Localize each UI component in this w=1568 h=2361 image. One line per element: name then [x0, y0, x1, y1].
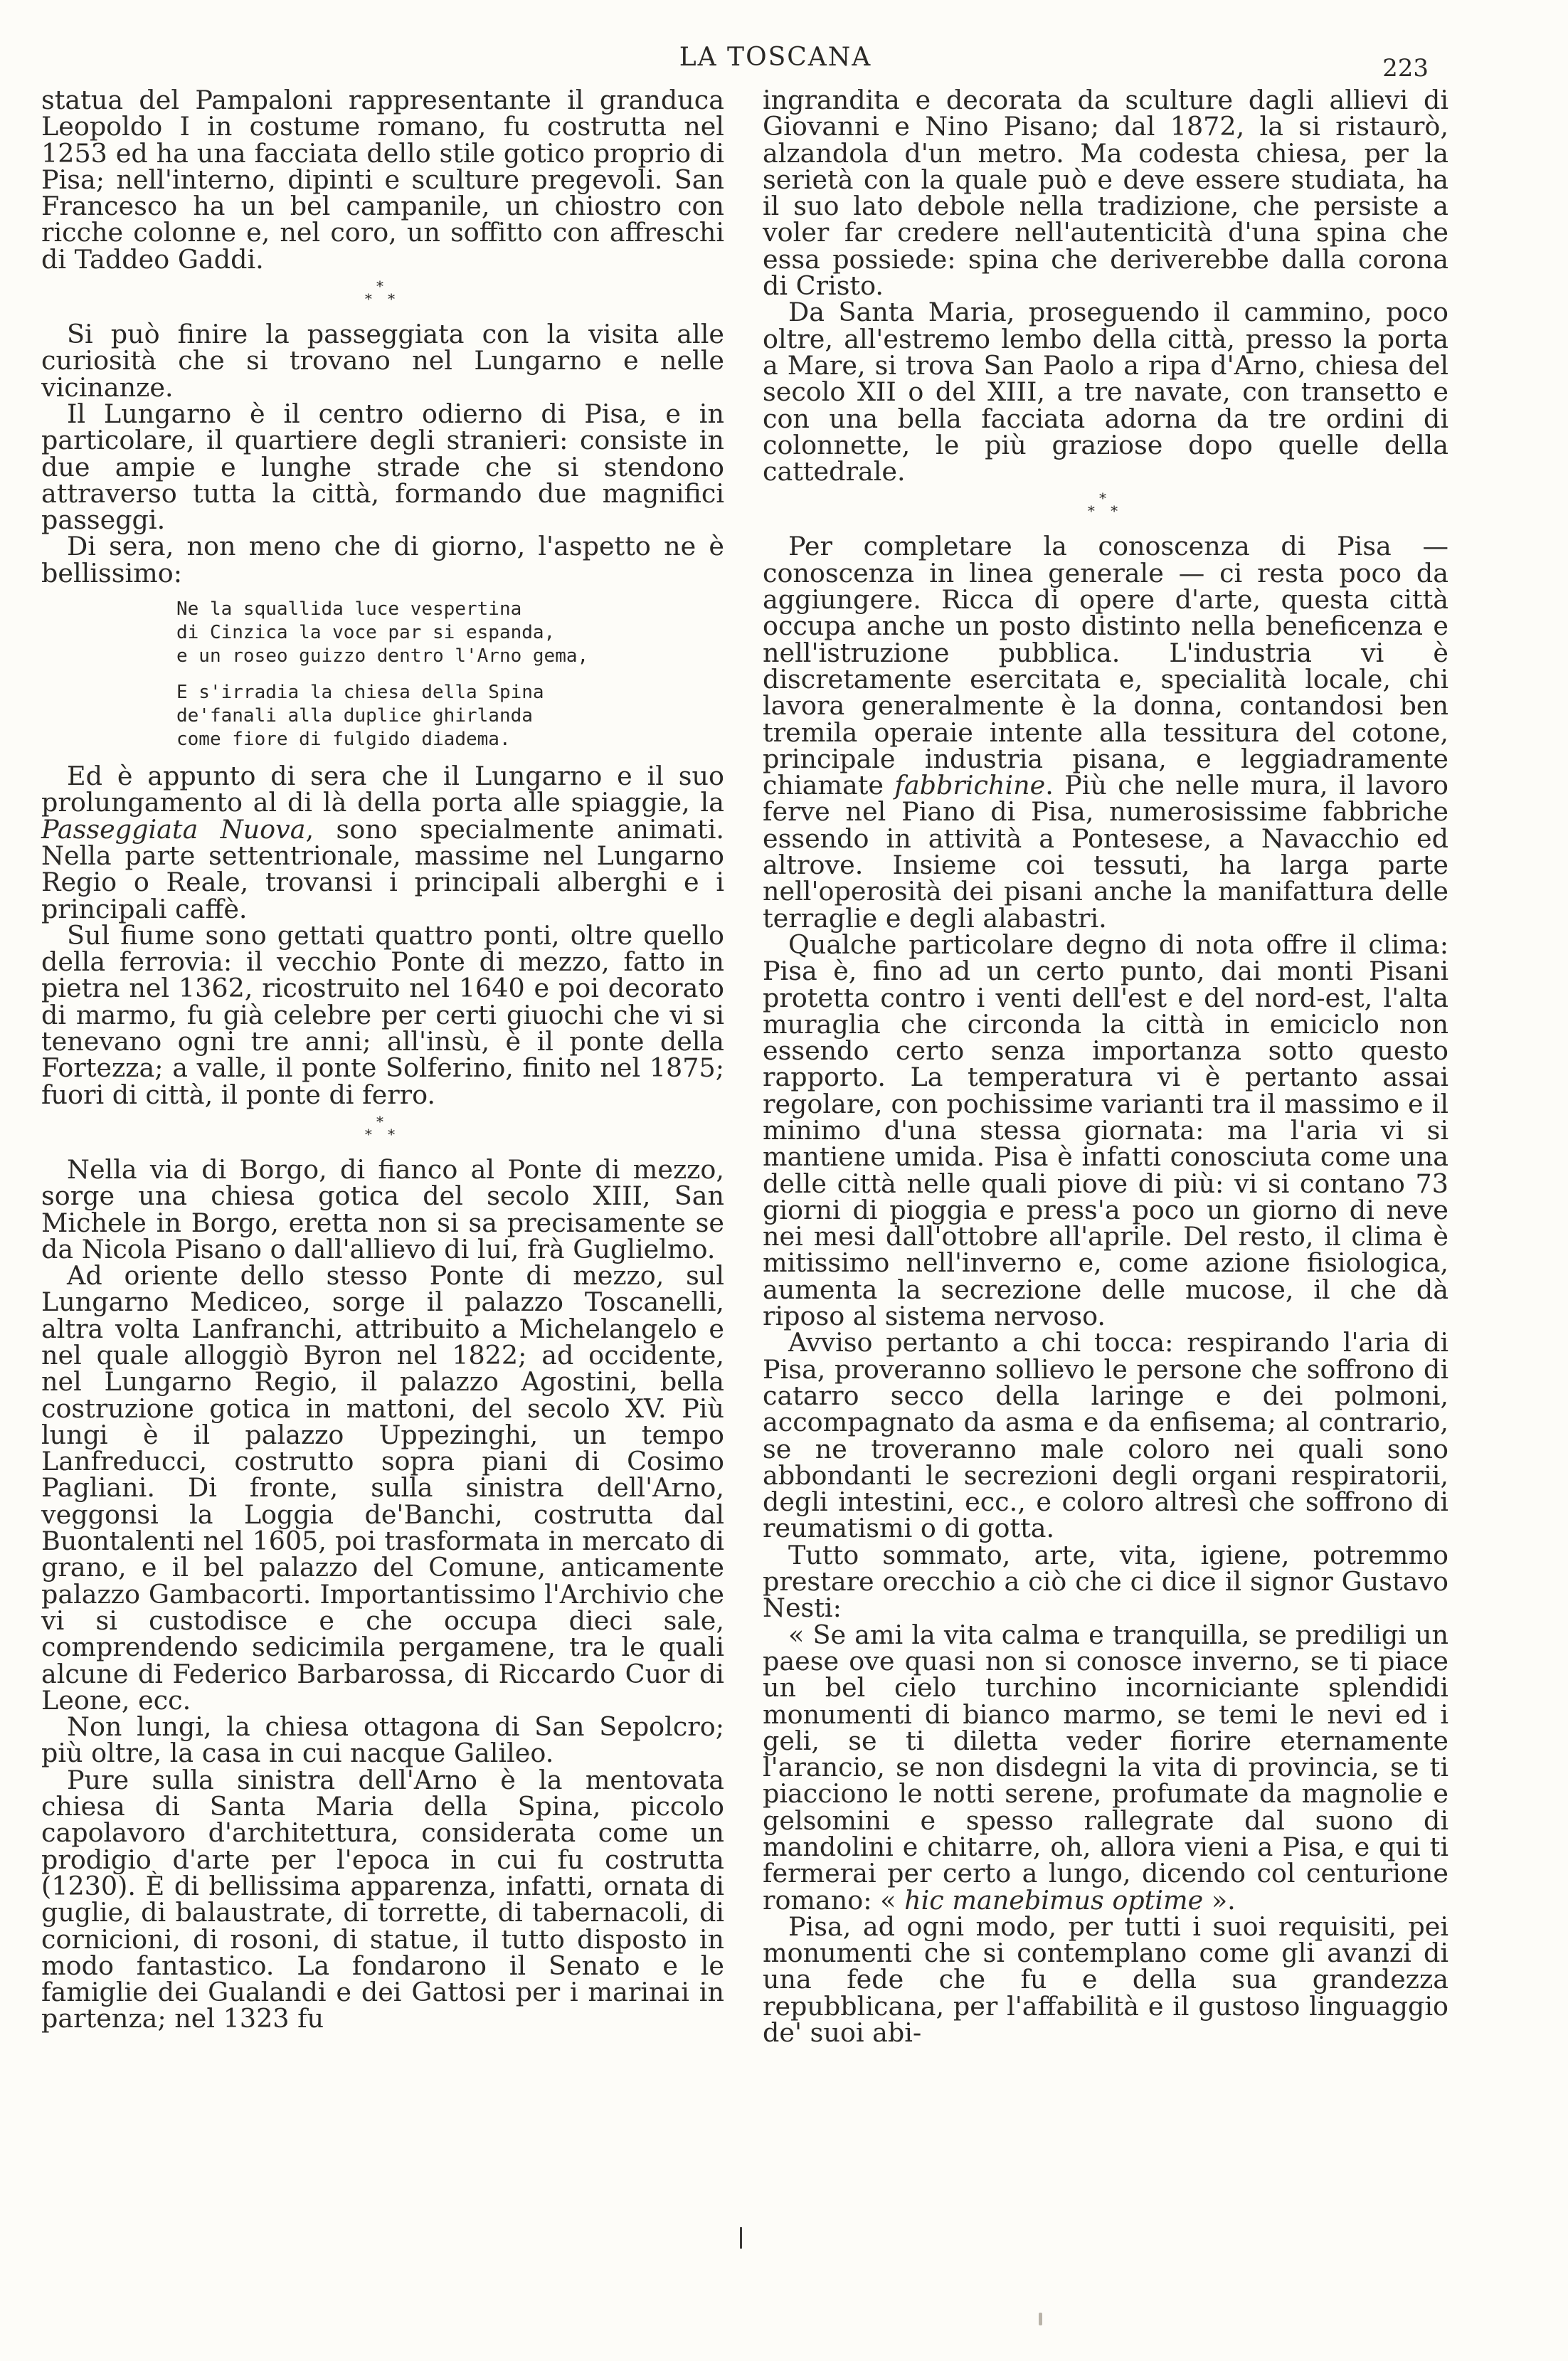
right-paragraph-2: Da Santa Maria, proseguendo il cammino, poco oltre, all'estremo lembo della città, presso la porta a Mare, si trova San Paolo a ripa d'Arno, chiesa del secolo XII o del XIII, a tre navate, con transetto e con una bella facciata adorna da tre ordini di colonnette, le più graziose dopo quelle della cattedrale.	[763, 297, 1448, 487]
left-paragraph-8: Ad oriente dello stesso Ponte di mezzo, sul Lungarno Mediceo, sorge il palazzo Toscanelli, altra volta Lanfranchi, attribuito a Michelangelo e nel quale alloggiò Byron nel 1822; ad occidente, nel Lungarno Regio, il palazzo Agostini, bella costruzione gotica in mattoni, del secolo XV. Più lungi è il palazzo Uppezinghi, un tempo Lanfreducci, costrutto sopra piani di Cosimo Pagliani. Di fronte, sulla sinistra dell'Arno, veggonsi la Loggia de'Banchi, costrutta dal Buontalenti nel 1605, poi trasformata in mercato di grano, e il bel palazzo del Comune, anticamente palazzo Gambacorti. Importantissimo l'Archivio che vi si custodisce e che occupa dieci sale, comprendendo sedicimila pergamene, tra le quali alcune di Federico Barbarossa, di Riccardo Cuor di Leone, ecc.	[41, 1260, 724, 1716]
left-paragraph-5	[41, 763, 724, 922]
text-run: . Più che nelle mura, il lavoro ferve nel Piano di Pisa, numerosissime fabbriche essendo in attività a Pontesese, a Navacchio ed altrove. Insieme coi tessuti, ha larga parte nell'operosità dei pisani anche la manifattura delle terraglie e degli alabastri.	[763, 770, 1448, 934]
poem-line: Ne la squallida luce vespertina	[176, 598, 522, 620]
right-paragraph-7	[763, 1619, 1448, 1916]
page-number: 223	[1382, 54, 1429, 83]
margin-rule-mark	[740, 2227, 742, 2249]
poem-stanza-1	[176, 598, 724, 668]
left-paragraph-10: Pure sulla sinistra dell'Arno è la mentovata chiesa di Santa Maria della Spina, piccolo capolavoro d'architettura, considerata come un prodigio d'arte per l'epoca in cui fu costrutta (1230). È di bellissima apparenza, infatti, ornata di guglie, di balaustrate, di torrette, di tabernacoli, di cornicioni, di rosoni, di statue, il tutto disposto in modo fantastico. La fondarono il Senato e le famiglie dei Gualandi e dei Gattosi per i marinai in partenza; nel 1323 fu	[41, 1764, 724, 2034]
poem-line: de'fanali alla duplice ghirlanda	[176, 705, 533, 727]
text-run: Ed è appunto di sera che il Lungarno e il suo prolungamento al di là della porta alle spiaggie, la	[41, 761, 724, 818]
left-paragraph-3: Il Lungarno è il centro odierno di Pisa, e in particolare, il quartiere degli stranieri: consiste in due ampie e lunghe strade che si stendono attraverso tutta la città, formando due magnifici passeggi.	[41, 398, 724, 536]
section-divider-asterism: * * *	[1087, 490, 1124, 520]
poem-line: come fiore di fulgido diadema.	[176, 729, 511, 751]
print-smudge	[1039, 2313, 1042, 2325]
section-divider-asterism: * * *	[364, 278, 401, 308]
text-run: Per completare la conoscenza di Pisa — conoscenza in linea generale — ci resta poco da aggiungere. Ricca di opere d'arte, questa città occupa anche un posto distinto nella beneficenza e nell'istruzione pubblica. L'industria vi è discretamente esercitata e, specialità locale, chi lavora generalmente è la donna, contandosi ben tremila operaie intente alla tessitura del cotone, principale industria pisana, e leggiadramente chiamate	[763, 531, 1448, 801]
left-paragraph-4: Di sera, non meno che di giorno, l'aspetto ne è bellissimo:	[41, 531, 724, 588]
poem-line: di Cinzica la voce par si espanda,	[176, 622, 556, 644]
left-paragraph-1: statua del Pampaloni rappresentante il granduca Leopoldo I in costume romano, fu costrutta nel 1253 ed ha una facciata dello stile gotico proprio di Pisa; nell'interno, dipinti e sculture pregevoli. San Francesco ha un bel campanile, un chiostro con ricche colonne e, nel coro, un soffitto con affreschi di Taddeo Gaddi.	[41, 85, 724, 275]
right-paragraph-6: Tutto sommato, arte, vita, igiene, potremmo prestare orecchio a ciò che ci dice il signor Gustavo Nesti:	[763, 1539, 1448, 1624]
left-column	[41, 87, 724, 2032]
right-paragraph-3	[763, 531, 1448, 934]
left-paragraph-2: Si può finire la passeggiata con la visita alle curiosità che si trovano nel Lungarno e nelle vicinanze.	[41, 319, 724, 403]
italic-term: fabbrichine	[894, 770, 1046, 801]
italic-term: Passeggiata Nuova	[41, 813, 306, 845]
running-title: LA TOSCANA	[679, 43, 872, 72]
text-run: « Se ami la vita calma e tranquilla, se prediligi un paese ove quasi non si conosce inverno, se ti piace un bel cielo turchino incorniciante splendidi monumenti di bianco marmo, se temi le nevi ed i geli, se ti diletta veder fiorire eternamente l'arancio, se non disdegni la vita di provincia, se ti piacciono le notti serene, profumate da magnolie e gelsomini e spesso rallegrate dal suono di mandolini e chitarre, oh, allora vieni a Pisa, e qui ti fermerai per certo a lungo, dicendo col centurione romano: «	[763, 1619, 1448, 1916]
right-paragraph-5: Avviso pertanto a chi tocca: respirando l'aria di Pisa, proveranno sollievo le persone che soffrono di catarro secco della laringe e dei polmoni, accompagnato da asma e da enfisema; al contrario, se ne troveranno male coloro nei quali sono abbondanti le secrezioni degli organi respiratorii, degli intestini, ecc., e coloro altresì che soffrono di reumatismi o di gotta.	[763, 1327, 1448, 1544]
poem-line: e un roseo guizzo dentro l'Arno gema,	[176, 645, 589, 667]
poem-quotation	[176, 598, 724, 751]
section-divider-asterism: * * *	[364, 1112, 401, 1143]
right-paragraph-1: ingrandita e decorata da sculture dagli allievi di Giovanni e Nino Pisano; dal 1872, la si ristaurò, alzandola d'un metro. Ma codesta chiesa, per la serietà con la quale può e deve essere studiata, ha il suo lato debole nella tradizione, che persiste a voler far credere nell'autenticità d'una spina che essa possiede: spina che deriverebbe dalla corona di Cristo.	[763, 85, 1448, 302]
right-paragraph-8: Pisa, ad ogni modo, per tutti i suoi requisiti, pei monumenti che si contemplano come gli avanzi di una fede che fu e della sua grandezza repubblicana, per l'affabilità e il gustoso linguaggio de' suoi abi-	[763, 1911, 1448, 2049]
right-paragraph-4: Qualche particolare degno di nota offre il clima: Pisa è, fino ad un certo punto, dai monti Pisani protetta contro i venti dell'est e del nord-est, l'alta muraglia che circonda la città in emiciclo non essendo certo senza importanza sotto questo rapporto. La temperatura vi è pertanto assai regolare, con pochissime varianti tra il massimo e il minimo d'una stessa giornata: ma l'aria vi si mantiene umida. Pisa è infatti conosciuta come una delle città nelle quali piove di più: vi si contano 73 giorni di pioggia e press'a poco un giorno di neve nei mesi dall'ottobre all'aprile. Del resto, il clima è mitissimo nell'inverno e, come azione fisiologica, aumenta la secrezione delle mucose, il che dà riposo al sistema nervoso.	[763, 929, 1448, 1332]
text-run: , sono specialmente animati. Nella parte settentrionale, massime nel Lungarno Regio o Reale, trovansi i principali alberghi e i principali caffè.	[41, 813, 724, 924]
poem-stanza-2	[176, 681, 724, 751]
right-column	[763, 85, 1448, 2049]
left-paragraph-9: Non lungi, la chiesa ottagona di San Sepolcro; più oltre, la casa in cui nacque Galileo.	[41, 1711, 724, 1769]
left-paragraph-6: Sul fiume sono gettati quattro ponti, oltre quello della ferrovia: il vecchio Ponte di mezzo, fatto in pietra nel 1362, ricostruito nel 1640 e poi decorato di marmo, fu già celebre per certi giuochi che vi si tenevano ogni tre anni; all'insù, è il ponte della Fortezza; a valle, il ponte Solferino, finito nel 1875; fuori di città, il ponte di ferro.	[41, 919, 724, 1110]
italic-term: hic manebimus optime	[904, 1884, 1204, 1916]
text-run: ».	[1203, 1884, 1236, 1916]
left-paragraph-7: Nella via di Borgo, di fianco al Ponte di mezzo, sorge una chiesa gotica del secolo XIII, San Michele in Borgo, eretta non si sa precisamente se da Nicola Pisano o dall'allievo di lui, frà Guglielmo.	[41, 1153, 724, 1264]
poem-line: E s'irradia la chiesa della Spina	[176, 682, 544, 704]
